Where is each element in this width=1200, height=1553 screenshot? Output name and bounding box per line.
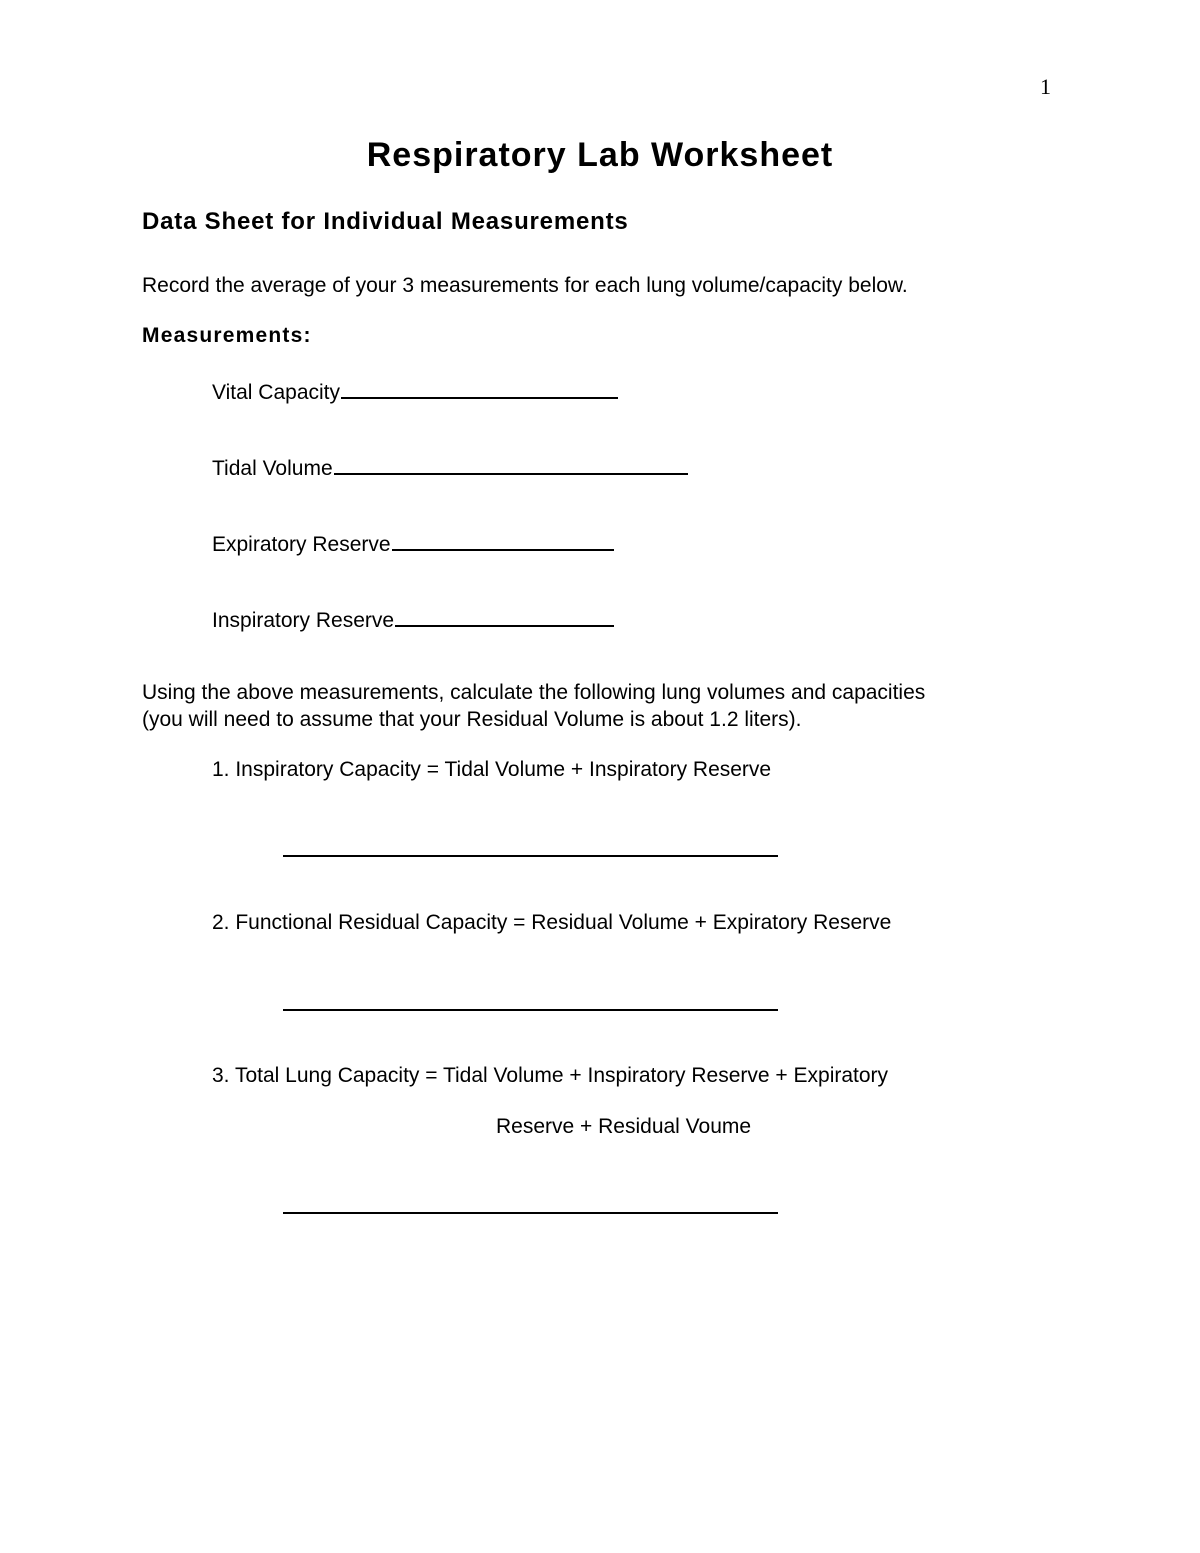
section-subtitle: Data Sheet for Individual Measurements bbox=[142, 208, 629, 235]
vital-capacity-blank[interactable] bbox=[341, 377, 618, 399]
inspiratory-reserve-blank[interactable] bbox=[395, 605, 614, 627]
tidal-volume-field bbox=[212, 453, 688, 481]
calc-intro-line-2: (you will need to assume that your Residual Volume is about 1.2 liters). bbox=[142, 708, 802, 731]
calculation-2-answer-line[interactable] bbox=[283, 1009, 778, 1011]
inspiratory-reserve-field bbox=[212, 605, 614, 633]
vital-capacity-field bbox=[212, 377, 618, 405]
expiratory-reserve-blank[interactable] bbox=[392, 529, 614, 551]
field-label: Vital Capacity bbox=[212, 381, 341, 404]
field-label: Expiratory Reserve bbox=[212, 533, 391, 556]
tidal-volume-blank[interactable] bbox=[334, 453, 688, 475]
calc-intro-line-1: Using the above measurements, calculate the following lung volumes and capacities bbox=[142, 681, 926, 704]
instruction-text: Record the average of your 3 measurements for each lung volume/capacity below. bbox=[142, 274, 908, 297]
calculation-3-formula-continuation: Reserve + Residual Voume bbox=[496, 1115, 752, 1138]
field-label: Inspiratory Reserve bbox=[212, 609, 395, 632]
page-title: Respiratory Lab Worksheet bbox=[366, 136, 834, 174]
calculation-1-answer-line[interactable] bbox=[283, 855, 778, 857]
field-label: Tidal Volume bbox=[212, 457, 333, 480]
calculation-3-answer-line[interactable] bbox=[283, 1212, 778, 1214]
page-number: 1 bbox=[1040, 74, 1051, 99]
calculation-3-formula: 3. Total Lung Capacity = Tidal Volume + Inspiratory Reserve + Expiratory bbox=[212, 1064, 889, 1087]
calculation-2-formula: 2. Functional Residual Capacity = Residual Volume + Expiratory Reserve bbox=[212, 911, 892, 934]
expiratory-reserve-field bbox=[212, 529, 614, 557]
measurements-heading: Measurements: bbox=[142, 324, 312, 347]
calculation-1-formula: 1. Inspiratory Capacity = Tidal Volume + Inspiratory Reserve bbox=[212, 758, 772, 781]
